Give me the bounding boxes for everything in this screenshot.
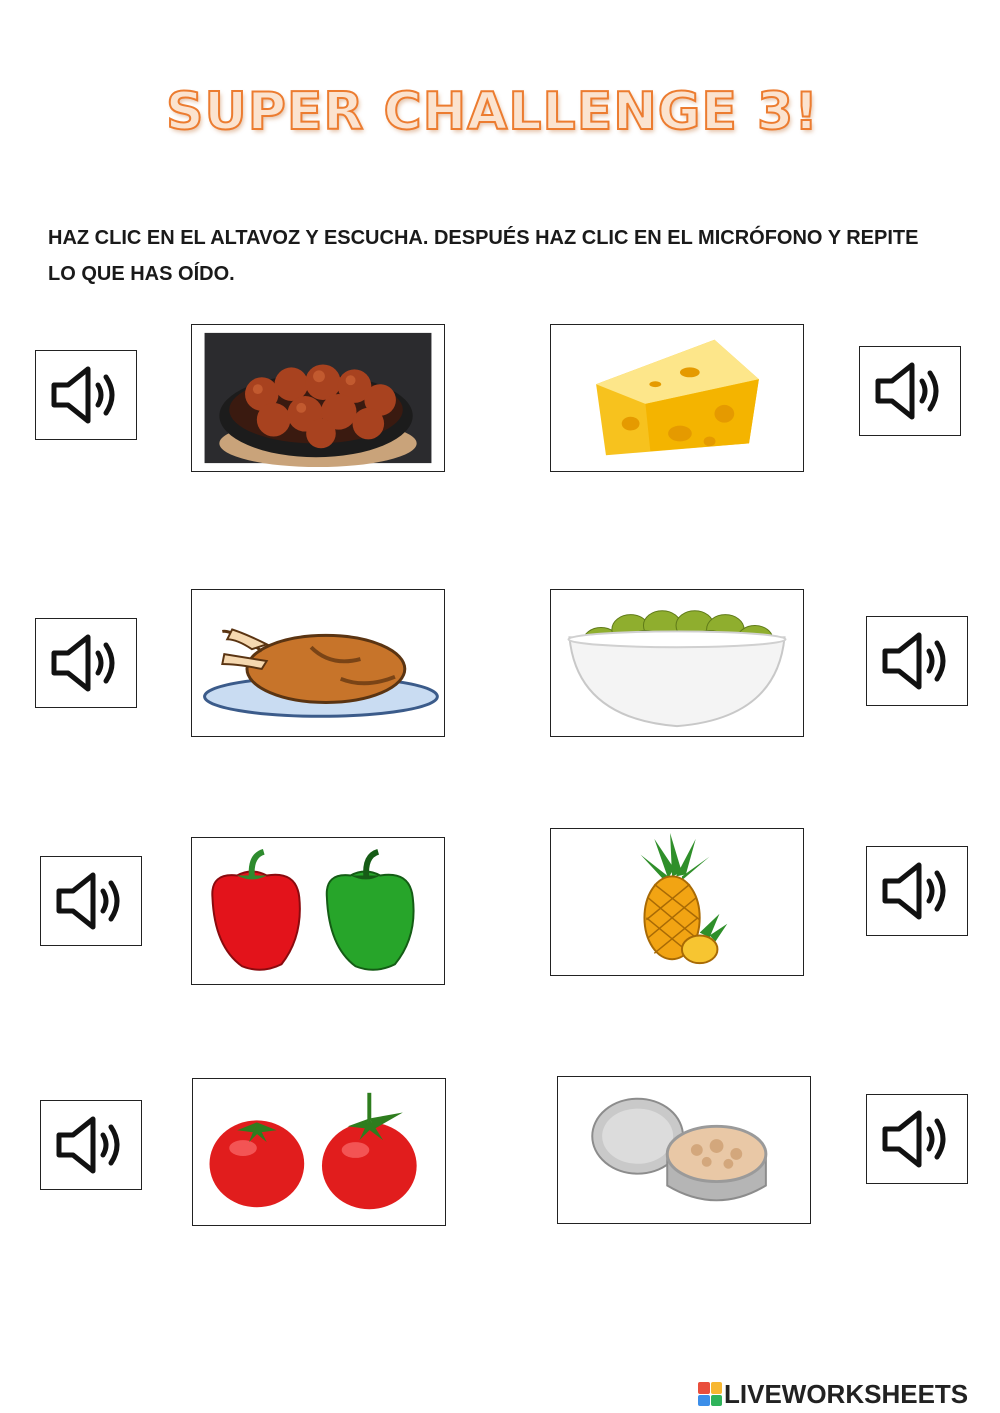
- page-title: SUPER CHALLENGE 3!: [166, 82, 819, 142]
- picture-roast-chicken: [191, 589, 445, 737]
- logo-square-1: [698, 1382, 710, 1394]
- instructions-line-2: LO QUE HAS OÍDO.: [48, 263, 235, 285]
- picture-meatballs: [191, 324, 445, 472]
- liveworksheets-logo-icon: [698, 1382, 722, 1406]
- speaker-icon: [51, 1109, 131, 1181]
- instructions-line-1: HAZ CLIC EN EL ALTAVOZ Y ESCUCHA. DESPUÉS HAZ CLIC EN EL MICRÓFONO Y REPITE: [48, 227, 919, 249]
- speaker-button-cheese[interactable]: [859, 346, 961, 436]
- liveworksheets-brand: [698, 1374, 968, 1413]
- speaker-button-tuna-can[interactable]: [866, 1094, 968, 1184]
- picture-peppers: [191, 837, 445, 985]
- picture-cheese: [550, 324, 804, 472]
- picture-tuna-can: [557, 1076, 811, 1224]
- logo-square-4: [711, 1395, 723, 1407]
- speaker-icon: [46, 627, 126, 699]
- instructions: [48, 220, 948, 292]
- speaker-button-pineapple[interactable]: [866, 846, 968, 936]
- brand-name: LIVEWORKSHEETS: [724, 1378, 969, 1409]
- speaker-icon: [877, 625, 957, 697]
- speaker-button-peppers[interactable]: [40, 856, 142, 946]
- speaker-icon: [877, 855, 957, 927]
- speaker-icon: [870, 355, 950, 427]
- speaker-button-meatballs[interactable]: [35, 350, 137, 440]
- logo-square-2: [711, 1382, 723, 1394]
- picture-olives: [550, 589, 804, 737]
- logo-square-3: [698, 1395, 710, 1407]
- picture-tomatoes: [192, 1078, 446, 1226]
- speaker-button-tomatoes[interactable]: [40, 1100, 142, 1190]
- speaker-icon: [46, 359, 126, 431]
- speaker-icon: [877, 1103, 957, 1175]
- picture-pineapple: [550, 828, 804, 976]
- speaker-button-olives[interactable]: [866, 616, 968, 706]
- speaker-icon: [51, 865, 131, 937]
- speaker-button-roast-chicken[interactable]: [35, 618, 137, 708]
